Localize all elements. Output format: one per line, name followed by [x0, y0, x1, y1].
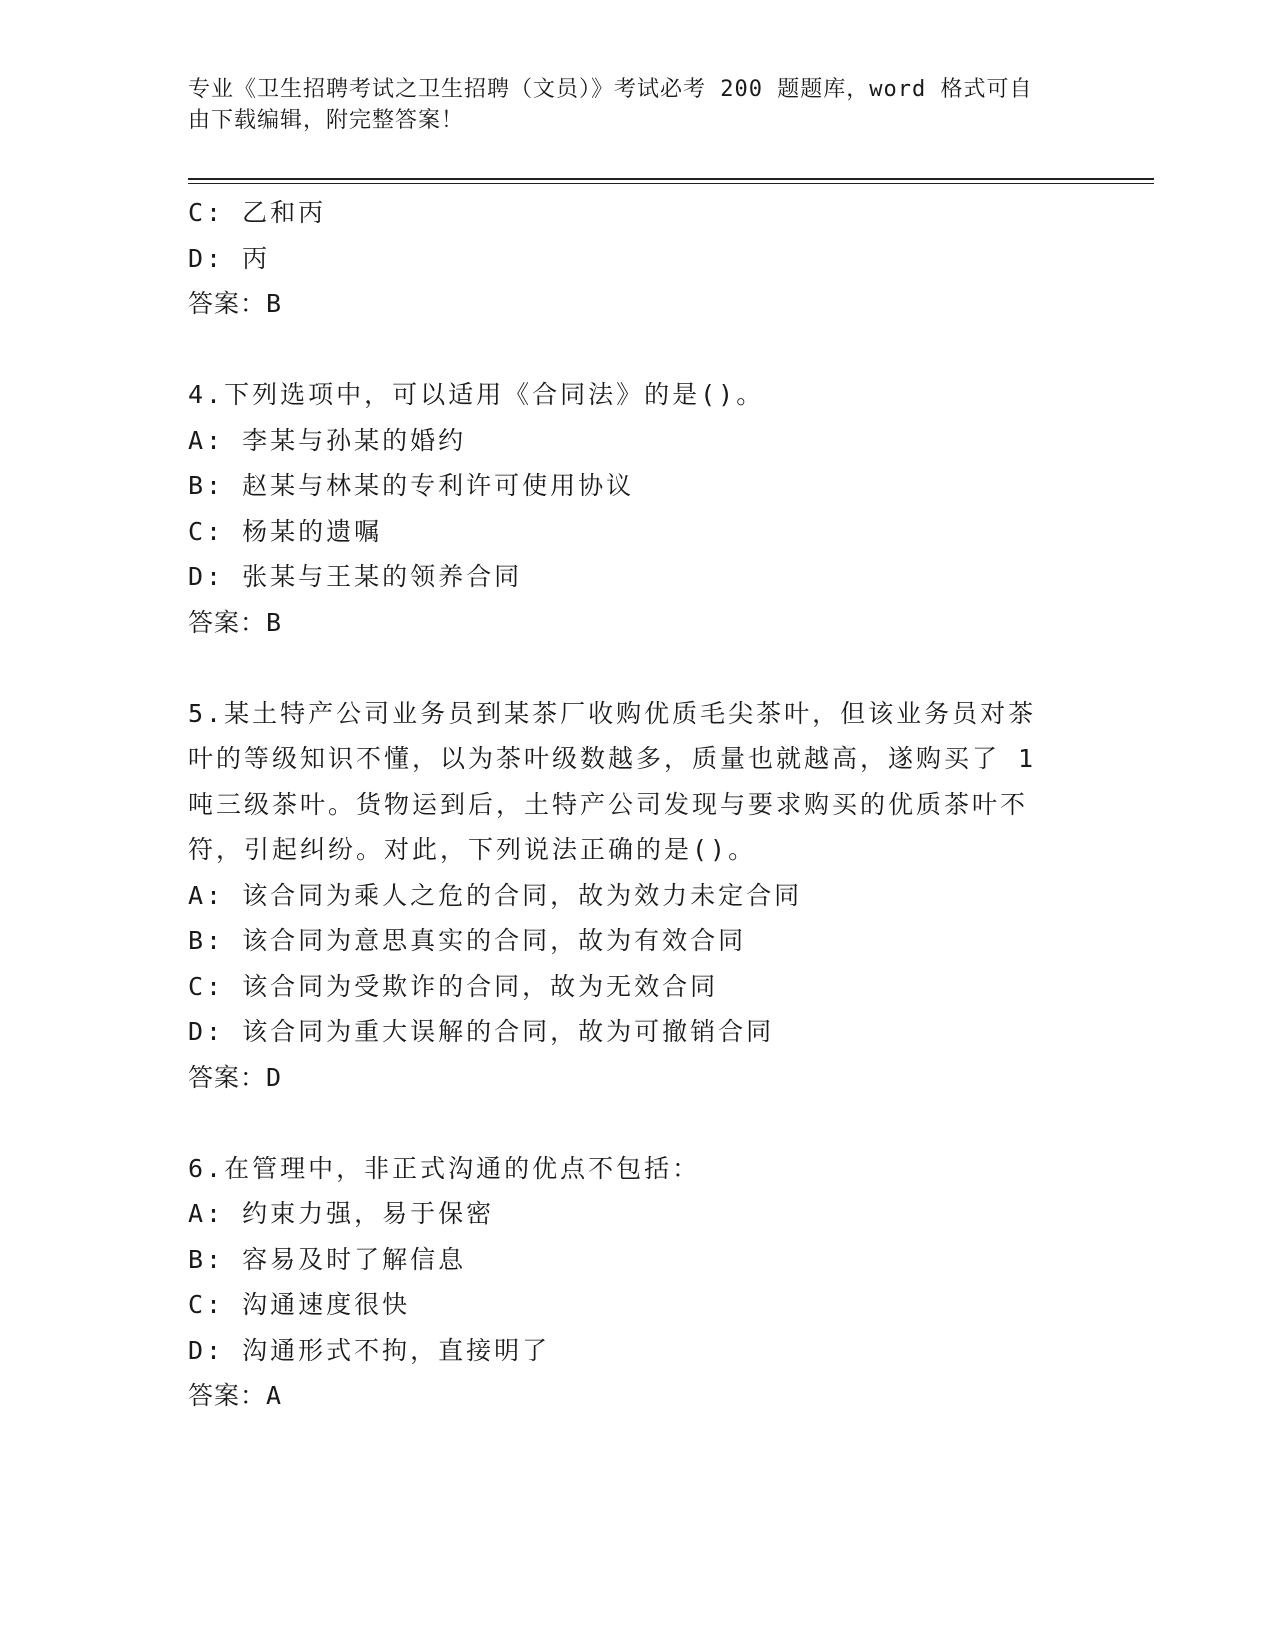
answer: 答案：B: [188, 607, 283, 637]
option-c: C: 杨某的遗嘱: [188, 516, 383, 546]
spacer: [188, 645, 1068, 691]
option-d: D: 该合同为重大误解的合同，故为可撤销合同: [188, 1017, 775, 1046]
question-stem: 6.在管理中，非正式沟通的优点不包括：: [188, 1153, 701, 1183]
question-5: [188, 691, 1068, 1101]
question-list: [188, 190, 1068, 1419]
option-d: D: 沟通形式不拘，直接明了: [188, 1335, 551, 1365]
header-line-1: 专业《卫生招聘考试之卫生招聘（文员）》考试必考 200 题题库，word 格式可自: [188, 77, 1033, 102]
answer: 答案：D: [188, 1062, 283, 1092]
option-c: C: 沟通速度很快: [188, 1290, 411, 1319]
option-b: B: 赵某与林某的专利许可使用协议: [188, 471, 635, 500]
option-a: A: 李某与孙某的婚约: [188, 425, 467, 455]
option-c: C: 乙和丙: [188, 198, 327, 227]
question-4: [188, 372, 1068, 645]
option-d: D: 张某与王某的领养合同: [188, 562, 523, 591]
answer: 答案：A: [188, 1381, 283, 1410]
header-rule-thin: [188, 183, 1154, 184]
question-6: [188, 1146, 1068, 1419]
option-a: A: 该合同为乘人之危的合同，故为效力未定合同: [188, 880, 803, 910]
question-stem: 4.下列选项中，可以适用《合同法》的是()。: [188, 380, 765, 409]
spacer: [188, 327, 1068, 373]
option-a: A: 约束力强，易于保密: [188, 1199, 495, 1228]
header-rule-thick: [188, 178, 1154, 180]
option-b: B: 该合同为意思真实的合同，故为有效合同: [188, 926, 747, 955]
question-stem-line-3: 吨三级茶叶。货物运到后，土特产公司发现与要求购买的优质茶叶不: [188, 789, 1029, 819]
question-stem-line-4: 符，引起纠纷。对此，下列说法正确的是()。: [188, 835, 757, 864]
question-3-tail: [188, 190, 1068, 327]
option-d: D: 丙: [188, 243, 271, 273]
question-stem-line-2: 叶的等级知识不懂，以为茶叶级数越多，质量也就越高，遂购买了 1: [188, 744, 1037, 773]
question-stem-line-1: 5.某土特产公司业务员到某茶厂收购优质毛尖茶叶，但该业务员对茶: [188, 698, 1037, 728]
option-b: B: 容易及时了解信息: [188, 1244, 467, 1274]
option-c: C: 该合同为受欺诈的合同，故为无效合同: [188, 971, 719, 1001]
header-line-2: 由下载编辑，附完整答案！: [188, 108, 465, 133]
answer: 答案：B: [188, 289, 283, 318]
document-header: [188, 74, 1068, 136]
spacer: [188, 1100, 1068, 1146]
